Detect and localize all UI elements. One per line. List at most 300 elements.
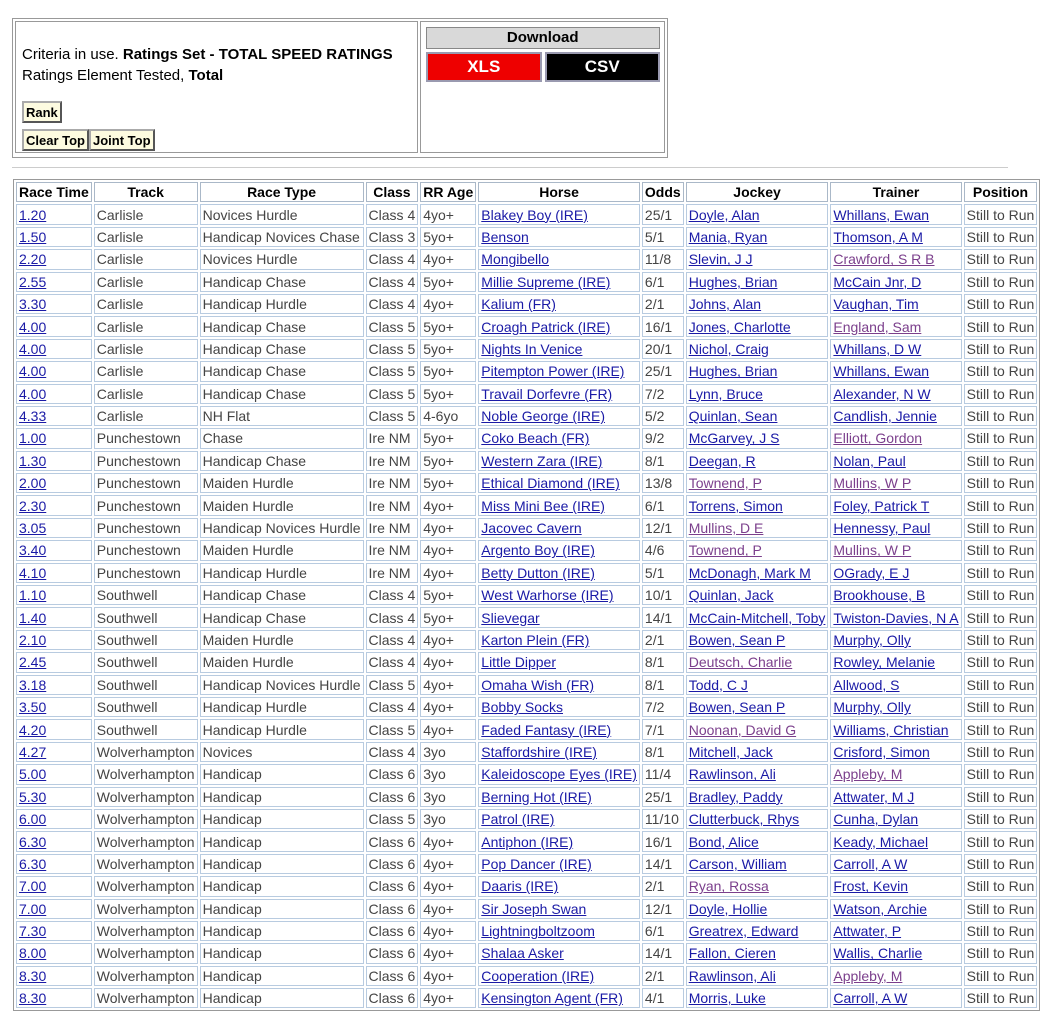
horse-link[interactable]: Benson [481,228,529,245]
table-row [16,675,1037,695]
rr-age-cell: 4yo+ [420,563,476,583]
horse-link[interactable]: Pitempton Power (IRE) [481,363,625,380]
table-row [16,585,1037,605]
jockey-link[interactable]: Hughes, Brian [688,273,778,290]
table-row [16,428,1037,448]
jockey-link[interactable]: Greatrex, Edward [688,923,799,940]
class-cell: Class 4 [366,294,419,314]
track-cell: Southwell [94,697,198,717]
horse-link[interactable]: Western Zara (IRE) [481,452,603,469]
trainer-link[interactable]: Appleby, M [833,967,903,984]
horse-link[interactable]: Miss Mini Bee (IRE) [481,497,605,514]
trainer-link[interactable]: Allwood, S [833,676,900,693]
trainer-link[interactable]: Rowley, Melanie [833,654,936,671]
clear-top-button[interactable]: Clear Top [22,129,89,151]
race-time-link[interactable]: 4.33 [19,408,47,425]
trainer-link[interactable]: Elliott, Gordon [833,430,923,447]
class-cell: Class 6 [366,764,419,784]
horse-link[interactable]: Ethical Diamond (IRE) [481,475,620,492]
race-type-cell: Maiden Hurdle [200,473,364,493]
horse-cell [478,585,640,605]
position-cell: Still to Run [964,899,1038,919]
race-type-cell: Handicap Chase [200,585,364,605]
horse-link[interactable]: Bobby Socks [481,699,563,716]
trainer-cell [830,764,961,784]
criteria-box [15,21,418,153]
race-type-cell: Handicap Chase [200,316,364,336]
odds-cell: 12/1 [642,518,684,538]
horse-cell [478,719,640,739]
race-time-link[interactable]: 2.00 [19,475,47,492]
horse-link[interactable]: Omaha Wish (FR) [481,676,595,693]
race-time-link[interactable]: 8.30 [19,990,47,1007]
jockey-link[interactable]: Slevin, J J [688,251,753,268]
race-time-cell [16,630,92,650]
rr-age-cell: 4yo+ [420,988,476,1008]
jockey-link[interactable]: Hughes, Brian [688,363,778,380]
table-row [16,495,1037,515]
jockey-link[interactable]: Bowen, Sean P [688,632,786,648]
race-type-cell: Handicap Novices Chase [200,227,364,247]
jockey-cell [686,809,829,829]
jockey-link[interactable]: Doyle, Alan [688,206,760,223]
odds-cell: 11/8 [642,249,684,269]
trainer-link[interactable]: Attwater, M J [833,788,915,805]
class-cell: Class 6 [366,921,419,941]
horse-link[interactable]: Mongibello [481,251,549,268]
trainer-cell [830,652,961,672]
track-cell: Wolverhampton [94,921,198,941]
position-cell: Still to Run [964,988,1038,1008]
jockey-cell [686,876,829,896]
horse-link[interactable]: Kalium (FR) [481,296,556,313]
odds-cell: 7/2 [642,384,684,404]
jockey-link[interactable]: Mania, Ryan [688,228,768,245]
rr-age-cell: 4yo+ [420,652,476,672]
trainer-link[interactable]: Appleby, M [833,766,903,783]
trainer-link[interactable]: Whillans, Ewan [833,206,930,223]
table-row [16,316,1037,336]
trainer-link[interactable]: McCain Jnr, D [833,273,922,290]
trainer-link[interactable]: Vaughan, Tim [833,296,919,313]
race-time-link[interactable]: 8.00 [19,945,47,962]
table-row [16,652,1037,672]
rr-age-cell: 4yo+ [420,675,476,695]
race-time-link[interactable]: 4.00 [19,363,47,380]
class-cell: Class 5 [366,384,419,404]
table-header-row [16,182,1037,202]
horse-link[interactable]: Little Dipper [481,654,556,671]
horse-link[interactable]: West Warhorse (IRE) [481,587,614,604]
race-time-link[interactable]: 6.30 [19,855,47,872]
horse-cell [478,697,640,717]
table-row [16,966,1037,986]
race-time-link[interactable]: 2.55 [19,273,47,290]
jockey-link[interactable]: Bowen, Sean P [688,699,786,716]
position-cell: Still to Run [964,518,1038,538]
horse-link[interactable]: Cooperation (IRE) [481,967,595,984]
rr-age-cell: 5yo+ [420,361,476,381]
horse-cell [478,272,640,292]
position-cell: Still to Run [964,719,1038,739]
joint-top-button[interactable]: Joint Top [89,129,155,151]
race-type-cell: Handicap [200,988,364,1008]
jockey-link[interactable]: Jones, Charlotte [688,318,791,335]
rr-age-cell: 4yo+ [420,943,476,963]
horse-link[interactable]: Kensington Agent (FR) [481,990,623,1007]
race-time-link[interactable]: 3.18 [19,676,47,693]
jockey-link[interactable]: Ryan, Rossa [688,878,769,895]
jockey-cell [686,630,829,650]
trainer-link[interactable]: OGrady, E J [833,564,910,581]
header-odds: Odds [642,182,684,202]
track-cell: Southwell [94,607,198,627]
horse-link[interactable]: Millie Supreme (IRE) [481,273,611,290]
horse-link[interactable]: Blakey Boy (IRE) [481,206,588,223]
horse-link[interactable]: Betty Dutton (IRE) [481,564,595,581]
rr-age-cell: 4yo+ [420,831,476,851]
race-time-cell [16,988,92,1008]
table-row [16,831,1037,851]
position-cell: Still to Run [964,563,1038,583]
jockey-link[interactable]: McCain-Mitchell, Toby [688,609,826,626]
class-cell: Ire NM [366,540,419,560]
track-cell: Wolverhampton [94,742,198,762]
track-cell: Carlisle [94,406,198,426]
race-time-cell [16,943,92,963]
odds-cell: 20/1 [642,339,684,359]
position-cell: Still to Run [964,585,1038,605]
class-cell: Class 4 [366,652,419,672]
race-type-cell: Handicap [200,854,364,874]
position-cell: Still to Run [964,249,1038,269]
class-cell: Class 5 [366,361,419,381]
horse-link[interactable]: Argento Boy (IRE) [481,542,595,559]
race-time-link[interactable]: 3.40 [19,542,47,559]
horse-link[interactable]: Lightningboltzoom [481,923,595,940]
horse-link[interactable]: Sir Joseph Swan [481,900,587,917]
jockey-link[interactable]: Johns, Alan [688,296,762,313]
jockey-link[interactable]: Noonan, David G [688,721,797,738]
race-time-link[interactable]: 4.20 [19,721,47,738]
table-row [16,540,1037,560]
table-row [16,518,1037,538]
race-time-link[interactable]: 8.30 [19,967,47,984]
race-time-cell [16,473,92,493]
jockey-link[interactable]: Clutterbuck, Rhys [688,811,800,828]
position-cell: Still to Run [964,966,1038,986]
jockey-cell [686,294,829,314]
rank-button[interactable]: Rank [22,101,62,123]
trainer-link[interactable]: Frost, Kevin [833,878,909,895]
race-time-link[interactable]: 2.30 [19,497,47,514]
race-time-cell [16,675,92,695]
horse-link[interactable]: Nights In Venice [481,340,583,357]
race-time-link[interactable]: 1.00 [19,430,47,447]
position-cell: Still to Run [964,697,1038,717]
table-row [16,697,1037,717]
race-time-link[interactable]: 2.20 [19,251,47,268]
odds-cell: 14/1 [642,854,684,874]
race-type-cell: Handicap Chase [200,272,364,292]
trainer-link[interactable]: Murphy, Olly [833,632,911,648]
trainer-cell [830,294,961,314]
race-type-cell: Handicap Novices Hurdle [200,518,364,538]
trainer-link[interactable]: Watson, Archie [833,900,928,917]
xls-download-button[interactable]: XLS [426,52,542,82]
race-time-link[interactable]: 7.30 [19,923,47,940]
rr-age-cell: 5yo+ [420,227,476,247]
jockey-cell [686,652,829,672]
position-cell: Still to Run [964,294,1038,314]
jockey-link[interactable]: Mitchell, Jack [688,743,773,760]
odds-cell: 25/1 [642,787,684,807]
rr-age-cell: 5yo+ [420,607,476,627]
trainer-cell [830,854,961,874]
trainer-link[interactable]: Brookhouse, B [833,587,926,604]
race-time-link[interactable]: 2.10 [19,632,47,648]
horse-cell [478,294,640,314]
trainer-link[interactable]: Mullins, W P [833,542,912,559]
rr-age-cell: 3yo [420,787,476,807]
horse-link[interactable]: Slievegar [481,609,540,626]
jockey-cell [686,787,829,807]
table-row [16,719,1037,739]
horse-cell [478,854,640,874]
table-row [16,339,1037,359]
class-cell: Class 5 [366,719,419,739]
odds-cell: 4/1 [642,988,684,1008]
race-type-cell: Chase [200,428,364,448]
race-time-cell [16,966,92,986]
race-time-link[interactable]: 1.40 [19,609,47,626]
rr-age-cell: 4yo+ [420,518,476,538]
jockey-cell [686,272,829,292]
trainer-link[interactable]: Murphy, Olly [833,699,911,716]
race-time-cell [16,339,92,359]
jockey-cell [686,966,829,986]
race-time-cell [16,518,92,538]
jockey-link[interactable]: Townend, P [688,542,762,559]
trainer-link[interactable]: Foley, Patrick T [833,497,930,514]
class-cell: Class 5 [366,316,419,336]
position-cell: Still to Run [964,540,1038,560]
track-cell: Southwell [94,585,198,605]
trainer-link[interactable]: Twiston-Davies, N A [833,609,959,626]
trainer-link[interactable]: Alexander, N W [833,385,931,402]
trainer-link[interactable]: Carroll, A W [833,990,908,1007]
track-cell: Wolverhampton [94,809,198,829]
trainer-cell [830,451,961,471]
rr-age-cell: 4yo+ [420,966,476,986]
jockey-link[interactable]: McGarvey, J S [688,430,780,447]
jockey-link[interactable]: Todd, C J [688,676,748,693]
race-time-link[interactable]: 4.27 [19,743,47,760]
trainer-link[interactable]: Crisford, Simon [833,743,930,760]
race-type-cell: Novices Hurdle [200,204,364,224]
trainer-cell [830,719,961,739]
track-cell: Carlisle [94,361,198,381]
trainer-link[interactable]: Nolan, Paul [833,452,906,469]
jockey-link[interactable]: Deutsch, Charlie [688,654,793,671]
trainer-link[interactable]: Crawford, S R B [833,251,935,268]
rr-age-cell: 4yo+ [420,899,476,919]
trainer-link[interactable]: Hennessy, Paul [833,520,931,537]
horse-cell [478,406,640,426]
race-time-link[interactable]: 1.50 [19,228,47,245]
race-type-cell: Novices [200,742,364,762]
jockey-link[interactable]: Mullins, D E [688,520,764,537]
race-time-link[interactable]: 6.30 [19,833,47,850]
class-cell: Class 6 [366,899,419,919]
class-cell: Class 6 [366,854,419,874]
jockey-cell [686,473,829,493]
track-cell: Wolverhampton [94,876,198,896]
race-time-link[interactable]: 3.05 [19,520,47,537]
horse-link[interactable]: Travail Dorfevre (FR) [481,385,613,402]
trainer-link[interactable]: Carroll, A W [833,855,908,872]
race-time-link[interactable]: 1.30 [19,452,47,469]
jockey-link[interactable]: Townend, P [688,475,762,492]
race-type-cell: Handicap [200,899,364,919]
trainer-link[interactable]: Williams, Christian [833,721,949,738]
race-time-link[interactable]: 1.10 [19,587,47,604]
horse-cell [478,943,640,963]
trainer-link[interactable]: Whillans, D W [833,340,922,357]
header-rr-age: RR Age [420,182,476,202]
race-time-link[interactable]: 1.20 [19,206,47,223]
track-cell: Southwell [94,719,198,739]
odds-cell: 9/2 [642,428,684,448]
horse-cell [478,899,640,919]
race-type-cell: Handicap [200,831,364,851]
trainer-link[interactable]: England, Sam [833,318,922,335]
odds-cell: 14/1 [642,943,684,963]
race-type-cell: Handicap Hurdle [200,697,364,717]
trainer-link[interactable]: Keady, Michael [833,833,929,850]
race-type-cell: Handicap Hurdle [200,719,364,739]
table-row [16,204,1037,224]
rr-age-cell: 3yo [420,764,476,784]
jockey-link[interactable]: Doyle, Hollie [688,900,768,917]
jockey-link[interactable]: Quinlan, Jack [688,587,774,604]
odds-cell: 5/2 [642,406,684,426]
horse-cell [478,675,640,695]
odds-cell: 6/1 [642,272,684,292]
jockey-link[interactable]: Quinlan, Sean [688,408,778,425]
race-type-cell: Handicap Hurdle [200,294,364,314]
track-cell: Carlisle [94,339,198,359]
horse-link[interactable]: Karton Plein (FR) [481,632,590,648]
odds-cell: 2/1 [642,294,684,314]
jockey-link[interactable]: McDonagh, Mark M [688,564,811,581]
race-time-link[interactable]: 4.10 [19,564,47,581]
csv-download-button[interactable]: CSV [545,52,660,82]
trainer-cell [830,227,961,247]
trainer-link[interactable]: Candlish, Jennie [833,408,937,425]
table-row [16,742,1037,762]
jockey-link[interactable]: Bond, Alice [688,833,759,850]
race-time-link[interactable]: 4.00 [19,340,47,357]
horse-link[interactable]: Jacovec Cavern [481,520,582,537]
jockey-link[interactable]: Fallon, Cieren [688,945,776,962]
trainer-link[interactable]: Mullins, W P [833,475,912,492]
horse-link[interactable]: Croagh Patrick (IRE) [481,318,611,335]
jockey-link[interactable]: Carson, William [688,855,787,872]
horse-link[interactable]: Patrol (IRE) [481,811,555,828]
jockey-link[interactable]: Rawlinson, Ali [688,766,776,783]
jockey-cell [686,675,829,695]
race-time-link[interactable]: 7.00 [19,900,47,917]
trainer-link[interactable]: Wallis, Charlie [833,945,923,962]
jockey-link[interactable]: Nichol, Craig [688,340,769,357]
jockey-link[interactable]: Lynn, Bruce [688,385,763,402]
class-cell: Class 6 [366,831,419,851]
trainer-cell [830,988,961,1008]
horse-link[interactable]: Pop Dancer (IRE) [481,855,592,872]
horse-cell [478,607,640,627]
trainer-link[interactable]: Cunha, Dylan [833,811,919,828]
horse-link[interactable]: Berning Hot (IRE) [481,788,592,805]
race-time-link[interactable]: 2.45 [19,654,47,671]
trainer-link[interactable]: Thomson, A M [833,228,923,245]
race-time-link[interactable]: 5.00 [19,766,47,783]
jockey-link[interactable]: Deegan, R [688,452,756,469]
position-cell: Still to Run [964,339,1038,359]
race-time-link[interactable]: 3.30 [19,296,47,313]
race-time-link[interactable]: 6.00 [19,811,47,828]
track-cell: Wolverhampton [94,988,198,1008]
odds-cell: 11/10 [642,809,684,829]
trainer-cell [830,204,961,224]
horse-link[interactable]: Daaris (IRE) [481,878,559,895]
trainer-link[interactable]: Whillans, Ewan [833,363,930,380]
race-time-link[interactable]: 3.50 [19,699,47,716]
horse-link[interactable]: Shalaa Asker [481,945,564,962]
race-time-cell [16,563,92,583]
class-cell: Class 6 [366,943,419,963]
horse-link[interactable]: Noble George (IRE) [481,408,605,425]
position-cell: Still to Run [964,406,1038,426]
race-type-cell: Handicap [200,943,364,963]
jockey-link[interactable]: Rawlinson, Ali [688,967,776,984]
criteria-prefix: Criteria in use. [22,46,119,63]
race-time-link[interactable]: 5.30 [19,788,47,805]
race-time-cell [16,809,92,829]
horse-link[interactable]: Kaleidoscope Eyes (IRE) [481,766,637,783]
race-time-link[interactable]: 7.00 [19,878,47,895]
race-type-cell: Handicap Chase [200,384,364,404]
race-time-link[interactable]: 4.00 [19,385,47,402]
horse-link[interactable]: Staffordshire (IRE) [481,743,597,760]
trainer-link[interactable]: Attwater, P [833,923,902,940]
horse-link[interactable]: Coko Beach (FR) [481,430,590,447]
trainer-cell [830,876,961,896]
table-row [16,764,1037,784]
horse-link[interactable]: Faded Fantasy (IRE) [481,721,612,738]
jockey-link[interactable]: Morris, Luke [688,990,766,1007]
trainer-cell [830,272,961,292]
horse-link[interactable]: Antiphon (IRE) [481,833,574,850]
jockey-cell [686,742,829,762]
horse-cell [478,876,640,896]
odds-cell: 25/1 [642,204,684,224]
race-time-link[interactable]: 4.00 [19,318,47,335]
jockey-link[interactable]: Torrens, Simon [688,497,783,514]
rr-age-cell: 3yo [420,809,476,829]
table-row [16,249,1037,269]
jockey-link[interactable]: Bradley, Paddy [688,788,783,805]
